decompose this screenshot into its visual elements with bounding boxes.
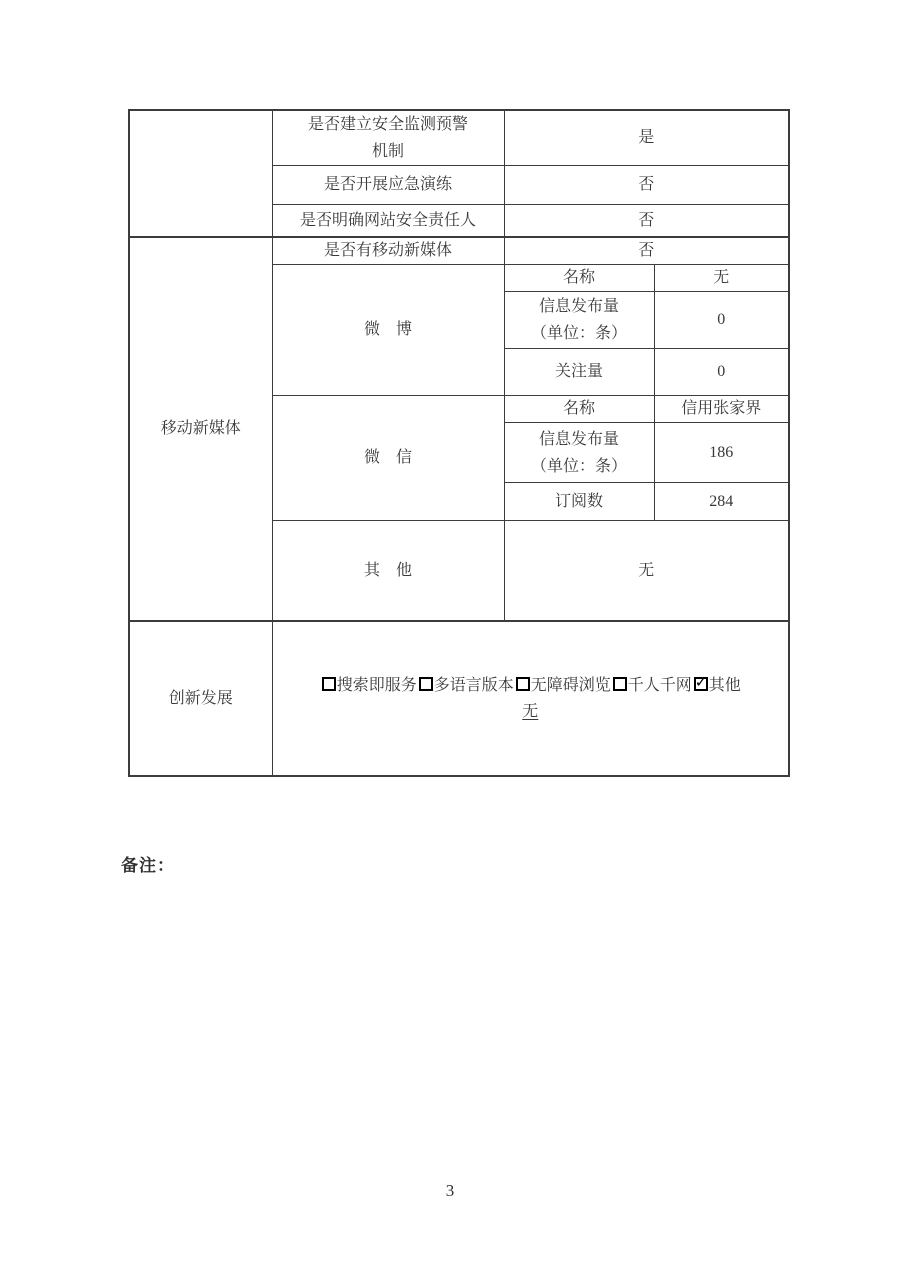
cell-weibo-name-value: 无: [654, 265, 789, 292]
cell-weibo-followers-value: 0: [654, 349, 789, 396]
checkbox-multilingual-label: 多语言版本: [433, 676, 514, 694]
cell-drill-label: 是否开展应急演练: [272, 166, 504, 205]
report-table-container: [128, 109, 790, 777]
table-row: [129, 237, 789, 265]
cell-wechat-name-label: 名称: [504, 396, 654, 423]
cell-wechat-subscribers-label: 订阅数: [504, 483, 654, 521]
table-row: [129, 621, 789, 776]
cell-other-media-label: 其 他: [272, 521, 504, 622]
label-line: （单位：条）: [530, 325, 627, 342]
checkbox-search-service-icon[interactable]: [322, 677, 336, 691]
cell-innovation-header: 创新发展: [129, 621, 272, 776]
label-line: （单位：条）: [530, 457, 627, 475]
cell-has-mobile-label: 是否有移动新媒体: [272, 237, 504, 265]
checkbox-accessibility-label: 无障碍浏览: [530, 676, 611, 694]
cell-responsible-label: 是否明确网站安全责任人: [272, 205, 504, 238]
cell-wechat-posts-value: 186: [654, 423, 789, 483]
report-table: [128, 109, 790, 777]
cell-other-media-value: 无: [504, 521, 789, 622]
cell-mobile-media-header: 移动新媒体: [129, 237, 272, 621]
checkbox-other-label: 其他: [708, 676, 741, 694]
checkbox-accessibility-icon[interactable]: [516, 677, 530, 691]
cell-wechat-header: 微 信: [272, 396, 504, 521]
cell-has-mobile-value: 否: [504, 237, 789, 265]
label-line: 是否建立安全监测预警: [307, 116, 468, 133]
innovation-other-line: [273, 699, 789, 725]
cell-responsible-value: 否: [504, 205, 789, 238]
cell-security-monitor-value: 是: [504, 110, 789, 166]
cell-weibo-header: 微 博: [272, 265, 504, 396]
checkbox-search-service-label: 搜索即服务: [336, 676, 417, 694]
innovation-checkbox-line: [273, 673, 789, 699]
cell-weibo-posts-label: [504, 292, 654, 349]
cell-section-header-empty: [129, 110, 272, 237]
checkbox-other-checked-icon[interactable]: [694, 677, 708, 691]
cell-drill-value: 否: [504, 166, 789, 205]
innovation-other-value: 无: [522, 702, 539, 720]
page-number: 3: [445, 1181, 455, 1200]
cell-weibo-followers-label: 关注量: [504, 349, 654, 396]
cell-weibo-name-label: 名称: [504, 265, 654, 292]
label-line: 信息发布量: [538, 430, 619, 448]
checkbox-personalized-icon[interactable]: [613, 677, 627, 691]
checkbox-multilingual-icon[interactable]: [419, 677, 433, 691]
cell-wechat-subscribers-value: 284: [654, 483, 789, 521]
label-line: 机制: [371, 143, 404, 160]
cell-security-monitor-label: [272, 110, 504, 166]
cell-weibo-posts-value: 0: [654, 292, 789, 349]
label-line: 信息发布量: [538, 298, 619, 315]
table-row: [129, 110, 789, 166]
cell-wechat-name-value: 信用张家界: [654, 396, 789, 423]
cell-innovation-content: [272, 621, 789, 776]
checkbox-personalized-label: 千人千网: [627, 676, 692, 694]
notes-label: 备注：: [121, 856, 175, 875]
cell-wechat-posts-label: [504, 423, 654, 483]
